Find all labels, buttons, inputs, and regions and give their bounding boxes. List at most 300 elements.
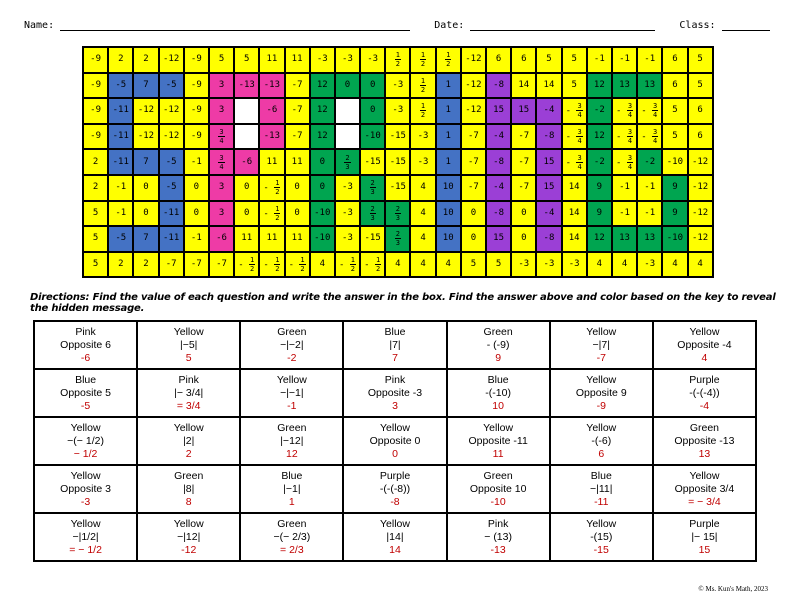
grid-cell[interactable]: - $\frac{1}{2}$ — [259, 201, 284, 227]
grid-cell[interactable]: -3 — [385, 98, 410, 124]
grid-cell[interactable]: -3 — [410, 149, 435, 175]
name-field[interactable] — [60, 20, 410, 31]
grid-cell[interactable]: -11 — [108, 98, 133, 124]
grid-cell[interactable]: 1 — [436, 124, 461, 150]
grid-cell[interactable]: 5 — [662, 124, 687, 150]
question-cell[interactable] — [343, 513, 446, 561]
question-cell[interactable] — [34, 369, 137, 417]
grid-cell[interactable]: 5 — [536, 47, 561, 73]
question-cell[interactable] — [34, 465, 137, 513]
grid-cell[interactable]: -15 — [385, 175, 410, 201]
question-text: |−5| — [179, 338, 198, 351]
grid-cell[interactable]: $\frac{1}{2}$ — [436, 47, 461, 73]
grid-cell[interactable]: - $\frac{3}{4}$ — [612, 149, 637, 175]
grid-cell[interactable]: -3 — [511, 252, 536, 278]
grid-cell[interactable]: -9 — [184, 98, 209, 124]
answer-text[interactable]: 12 — [286, 447, 298, 460]
question-cell[interactable] — [137, 321, 240, 369]
answer-text[interactable]: 8 — [185, 495, 192, 508]
grid-cell[interactable]: 4 — [310, 252, 335, 278]
grid-cell[interactable]: - $\frac{1}{2}$ — [285, 252, 310, 278]
grid-cell[interactable]: - $\frac{3}{4}$ — [562, 124, 587, 150]
grid-cell[interactable]: 5 — [83, 201, 108, 227]
grid-cell[interactable]: 0 — [133, 201, 158, 227]
answer-text[interactable]: = − 1/2 — [69, 543, 102, 556]
answer-text[interactable]: -4 — [699, 399, 710, 412]
grid-cell[interactable]: -7 — [209, 252, 234, 278]
question-cell[interactable] — [34, 417, 137, 465]
answer-text[interactable]: -1 — [287, 399, 297, 412]
grid-cell[interactable]: -4 — [536, 98, 561, 124]
grid-cell[interactable]: 3 — [209, 98, 234, 124]
answer-text[interactable]: 11 — [492, 447, 504, 460]
grid-cell[interactable]: - $\frac{1}{2}$ — [259, 175, 284, 201]
grid-cell[interactable]: -11 — [159, 201, 184, 227]
grid-cell[interactable]: 0 — [335, 73, 360, 99]
grid-cell[interactable]: 12 — [587, 124, 612, 150]
grid-cell[interactable]: -1 — [637, 175, 662, 201]
grid-cell[interactable]: -12 — [461, 47, 486, 73]
grid-cell[interactable]: 5 — [486, 252, 511, 278]
grid-cell[interactable]: -4 — [486, 124, 511, 150]
grid-cell[interactable]: 7 — [133, 73, 158, 99]
grid-cell[interactable]: -1 — [108, 201, 133, 227]
question-cell[interactable] — [447, 513, 550, 561]
grid-cell[interactable]: 2 — [108, 252, 133, 278]
question-cell[interactable] — [240, 369, 343, 417]
grid-cell[interactable]: $\frac{3}{4}$ — [209, 149, 234, 175]
answer-text[interactable]: 2 — [185, 447, 192, 460]
answer-text[interactable]: -6 — [80, 351, 91, 364]
answer-text[interactable]: − 1/2 — [73, 447, 98, 460]
grid-cell[interactable]: -9 — [184, 73, 209, 99]
grid-cell[interactable]: 11 — [259, 226, 284, 252]
grid-cell[interactable]: $\frac{1}{2}$ — [385, 47, 410, 73]
grid-cell[interactable]: -1 — [587, 47, 612, 73]
grid-cell[interactable]: -3 — [410, 124, 435, 150]
grid-cell[interactable]: -9 — [83, 124, 108, 150]
grid-cell[interactable]: -7 — [511, 149, 536, 175]
grid-cell[interactable]: 2 — [83, 175, 108, 201]
grid-cell[interactable]: - $\frac{1}{2}$ — [335, 252, 360, 278]
grid-cell[interactable]: $\frac{2}{3}$ — [360, 201, 385, 227]
grid-cell[interactable]: -3 — [310, 47, 335, 73]
grid-cell[interactable] — [335, 124, 360, 150]
answer-text[interactable]: 13 — [698, 447, 711, 460]
grid-cell[interactable]: 6 — [688, 124, 713, 150]
grid-cell[interactable]: -6 — [259, 98, 284, 124]
grid-cell[interactable]: 12 — [310, 73, 335, 99]
grid-cell[interactable]: -5 — [159, 73, 184, 99]
grid-cell[interactable]: 7 — [133, 226, 158, 252]
grid-cell[interactable]: $\frac{2}{3}$ — [385, 226, 410, 252]
grid-cell[interactable]: - $\frac{3}{4}$ — [612, 124, 637, 150]
answer-text[interactable]: -15 — [593, 543, 609, 556]
grid-cell[interactable]: 7 — [133, 149, 158, 175]
grid-cell[interactable]: 5 — [688, 73, 713, 99]
grid-cell[interactable]: -2 — [637, 149, 662, 175]
grid-cell[interactable]: 11 — [259, 149, 284, 175]
question-cell[interactable] — [550, 321, 653, 369]
grid-cell[interactable]: 11 — [234, 226, 259, 252]
grid-cell[interactable]: -9 — [83, 98, 108, 124]
grid-cell[interactable]: -10 — [360, 124, 385, 150]
grid-cell[interactable]: -3 — [637, 252, 662, 278]
grid-cell[interactable]: 11 — [285, 149, 310, 175]
grid-cell[interactable]: 5 — [562, 47, 587, 73]
grid-cell[interactable]: 15 — [511, 98, 536, 124]
grid-cell[interactable]: 14 — [511, 73, 536, 99]
grid-cell[interactable]: 4 — [410, 175, 435, 201]
grid-cell[interactable]: 13 — [637, 226, 662, 252]
answer-text[interactable]: -11 — [594, 495, 609, 508]
grid-cell[interactable]: $\frac{1}{2}$ — [410, 98, 435, 124]
grid-cell[interactable]: 13 — [612, 73, 637, 99]
grid-cell[interactable]: -12 — [688, 201, 713, 227]
question-cell[interactable] — [240, 465, 343, 513]
question-cell[interactable] — [550, 417, 653, 465]
grid-cell[interactable]: 14 — [562, 175, 587, 201]
grid-cell[interactable]: -1 — [612, 175, 637, 201]
question-cell[interactable] — [343, 465, 446, 513]
grid-cell[interactable]: 6 — [662, 47, 687, 73]
grid-cell[interactable]: 0 — [285, 175, 310, 201]
grid-cell[interactable]: -4 — [486, 175, 511, 201]
grid-cell[interactable]: 9 — [587, 175, 612, 201]
grid-cell[interactable]: 15 — [536, 149, 561, 175]
grid-cell[interactable]: 2 — [83, 149, 108, 175]
grid-cell[interactable]: -5 — [108, 226, 133, 252]
grid-cell[interactable]: 15 — [486, 226, 511, 252]
grid-cell[interactable]: 0 — [310, 149, 335, 175]
question-cell[interactable] — [653, 465, 756, 513]
grid-cell[interactable]: 14 — [562, 201, 587, 227]
answer-text[interactable]: -7 — [596, 351, 606, 364]
answer-text[interactable]: = 2/3 — [280, 543, 304, 556]
grid-cell[interactable]: 1 — [436, 98, 461, 124]
answer-text[interactable]: -12 — [181, 543, 197, 556]
grid-cell[interactable]: -1 — [637, 47, 662, 73]
answer-text[interactable]: 7 — [392, 351, 398, 364]
grid-cell[interactable]: -4 — [536, 201, 561, 227]
grid-cell[interactable]: -13 — [259, 124, 284, 150]
grid-cell[interactable]: -7 — [285, 98, 310, 124]
grid-cell[interactable]: -3 — [360, 47, 385, 73]
grid-cell[interactable]: $\frac{2}{3}$ — [385, 201, 410, 227]
grid-cell[interactable]: - $\frac{3}{4}$ — [637, 98, 662, 124]
grid-cell[interactable]: 6 — [688, 98, 713, 124]
grid-cell[interactable]: 5 — [562, 73, 587, 99]
grid-cell[interactable]: 5 — [234, 47, 259, 73]
grid-cell[interactable] — [234, 124, 259, 150]
grid-cell[interactable]: -12 — [133, 98, 158, 124]
question-cell[interactable] — [447, 417, 550, 465]
grid-cell[interactable]: 6 — [662, 73, 687, 99]
grid-cell[interactable]: -10 — [662, 226, 687, 252]
question-cell[interactable] — [550, 513, 653, 561]
grid-cell[interactable]: -5 — [159, 175, 184, 201]
grid-cell[interactable]: -8 — [486, 201, 511, 227]
grid-cell[interactable]: -10 — [310, 226, 335, 252]
answer-text[interactable]: 14 — [389, 543, 401, 556]
grid-cell[interactable]: 11 — [285, 226, 310, 252]
question-cell[interactable] — [137, 369, 240, 417]
grid-cell[interactable]: 0 — [285, 201, 310, 227]
grid-cell[interactable]: -12 — [133, 124, 158, 150]
answer-text[interactable]: = 3/4 — [176, 399, 201, 412]
question-cell[interactable] — [137, 465, 240, 513]
grid-cell[interactable]: 0 — [461, 226, 486, 252]
grid-cell[interactable]: -15 — [385, 149, 410, 175]
grid-cell[interactable]: -11 — [108, 124, 133, 150]
grid-cell[interactable]: 13 — [612, 226, 637, 252]
grid-cell[interactable]: 5 — [662, 98, 687, 124]
grid-cell[interactable]: 4 — [662, 252, 687, 278]
grid-cell[interactable]: -10 — [310, 201, 335, 227]
grid-cell[interactable]: - $\frac{3}{4}$ — [637, 124, 662, 150]
question-cell[interactable] — [653, 369, 756, 417]
answer-text[interactable]: 10 — [492, 399, 504, 412]
grid-cell[interactable]: 4 — [410, 201, 435, 227]
grid-cell[interactable]: 5 — [688, 47, 713, 73]
answer-text[interactable]: -2 — [287, 351, 297, 364]
grid-cell[interactable]: -11 — [159, 226, 184, 252]
grid-cell[interactable]: - $\frac{1}{2}$ — [360, 252, 385, 278]
grid-cell[interactable]: 4 — [385, 252, 410, 278]
grid-cell[interactable]: -2 — [587, 149, 612, 175]
grid-cell[interactable]: -7 — [461, 149, 486, 175]
question-cell[interactable] — [34, 321, 137, 369]
answer-text[interactable]: -8 — [390, 495, 400, 508]
grid-cell[interactable]: -12 — [159, 98, 184, 124]
grid-cell[interactable]: 12 — [310, 98, 335, 124]
grid-cell[interactable]: -3 — [335, 201, 360, 227]
question-cell[interactable] — [653, 513, 756, 561]
grid-cell[interactable]: 3 — [209, 73, 234, 99]
grid-cell[interactable]: 0 — [511, 226, 536, 252]
grid-cell[interactable]: 10 — [436, 226, 461, 252]
grid-cell[interactable]: 1 — [436, 149, 461, 175]
grid-cell[interactable] — [234, 98, 259, 124]
grid-cell[interactable]: 5 — [461, 252, 486, 278]
grid-cell[interactable]: -7 — [184, 252, 209, 278]
class-field[interactable] — [722, 20, 770, 31]
grid-cell[interactable]: 0 — [133, 175, 158, 201]
grid-cell[interactable]: 4 — [410, 252, 435, 278]
grid-cell[interactable]: 11 — [285, 47, 310, 73]
grid-cell[interactable]: -10 — [662, 149, 687, 175]
grid-cell[interactable]: 11 — [259, 47, 284, 73]
grid-cell[interactable]: -3 — [536, 252, 561, 278]
grid-cell[interactable]: -8 — [536, 124, 561, 150]
question-cell[interactable] — [447, 465, 550, 513]
answer-text[interactable]: -5 — [80, 399, 91, 412]
grid-cell[interactable]: -1 — [612, 201, 637, 227]
grid-cell[interactable]: 4 — [587, 252, 612, 278]
grid-cell[interactable]: 4 — [436, 252, 461, 278]
grid-cell[interactable]: 0 — [360, 98, 385, 124]
grid-cell[interactable]: -12 — [461, 73, 486, 99]
grid-cell[interactable]: -12 — [688, 149, 713, 175]
grid-cell[interactable]: -9 — [83, 73, 108, 99]
grid-cell[interactable]: 5 — [83, 252, 108, 278]
answer-text[interactable]: 9 — [495, 351, 502, 364]
grid-cell[interactable]: 0 — [310, 175, 335, 201]
grid-cell[interactable]: -11 — [108, 149, 133, 175]
grid-cell[interactable] — [335, 98, 360, 124]
grid-cell[interactable]: -1 — [637, 201, 662, 227]
grid-cell[interactable]: -6 — [234, 149, 259, 175]
answer-text[interactable]: 3 — [392, 399, 398, 412]
grid-cell[interactable]: $\frac{2}{3}$ — [360, 175, 385, 201]
grid-cell[interactable]: - $\frac{3}{4}$ — [612, 98, 637, 124]
grid-cell[interactable]: 4 — [410, 226, 435, 252]
grid-cell[interactable]: -12 — [461, 98, 486, 124]
question-cell[interactable] — [34, 513, 137, 561]
grid-cell[interactable]: -1 — [184, 226, 209, 252]
grid-cell[interactable]: 5 — [209, 47, 234, 73]
grid-cell[interactable]: -13 — [259, 73, 284, 99]
grid-cell[interactable]: -8 — [486, 149, 511, 175]
grid-cell[interactable]: -1 — [108, 175, 133, 201]
grid-cell[interactable]: -7 — [461, 124, 486, 150]
grid-cell[interactable]: 14 — [562, 226, 587, 252]
grid-cell[interactable]: -2 — [587, 98, 612, 124]
question-cell[interactable] — [343, 321, 446, 369]
question-cell[interactable] — [447, 369, 550, 417]
grid-cell[interactable]: -3 — [562, 252, 587, 278]
question-cell[interactable] — [343, 417, 446, 465]
answer-text[interactable]: -10 — [490, 495, 506, 508]
answer-text[interactable]: 6 — [598, 447, 605, 460]
grid-cell[interactable]: 0 — [234, 201, 259, 227]
grid-cell[interactable]: -3 — [335, 226, 360, 252]
grid-cell[interactable]: -13 — [234, 73, 259, 99]
grid-cell[interactable]: -8 — [486, 73, 511, 99]
question-cell[interactable] — [653, 321, 756, 369]
grid-cell[interactable]: 0 — [360, 73, 385, 99]
answer-text[interactable]: 1 — [288, 495, 295, 508]
grid-cell[interactable]: -8 — [536, 226, 561, 252]
grid-cell[interactable]: -7 — [511, 175, 536, 201]
grid-cell[interactable]: 10 — [436, 175, 461, 201]
grid-cell[interactable]: 3 — [209, 201, 234, 227]
grid-cell[interactable]: -15 — [360, 226, 385, 252]
grid-cell[interactable]: $\frac{1}{2}$ — [410, 47, 435, 73]
grid-cell[interactable]: -1 — [612, 47, 637, 73]
grid-cell[interactable]: -3 — [385, 73, 410, 99]
grid-cell[interactable]: -9 — [184, 47, 209, 73]
grid-cell[interactable]: 12 — [587, 226, 612, 252]
grid-cell[interactable]: -3 — [335, 175, 360, 201]
question-cell[interactable] — [550, 465, 653, 513]
grid-cell[interactable]: -15 — [360, 149, 385, 175]
grid-cell[interactable]: -5 — [159, 149, 184, 175]
grid-cell[interactable]: -6 — [209, 226, 234, 252]
grid-cell[interactable]: 2 — [133, 252, 158, 278]
grid-cell[interactable]: 0 — [461, 201, 486, 227]
grid-cell[interactable]: $\frac{3}{4}$ — [209, 124, 234, 150]
answer-text[interactable]: -9 — [596, 399, 606, 412]
answer-text[interactable]: 4 — [701, 351, 708, 364]
question-cell[interactable] — [240, 417, 343, 465]
grid-cell[interactable]: 0 — [234, 175, 259, 201]
grid-cell[interactable]: 9 — [587, 201, 612, 227]
grid-cell[interactable]: -3 — [335, 47, 360, 73]
grid-cell[interactable]: -12 — [688, 226, 713, 252]
grid-cell[interactable]: -1 — [184, 149, 209, 175]
grid-cell[interactable]: 2 — [133, 47, 158, 73]
color-label: Yellow — [70, 517, 101, 530]
grid-cell[interactable]: $\frac{2}{3}$ — [335, 149, 360, 175]
answer-text[interactable]: = − 3/4 — [688, 495, 721, 508]
grid-cell[interactable]: 3 — [209, 175, 234, 201]
grid-cell[interactable]: 1 — [436, 73, 461, 99]
answer-text[interactable]: 0 — [392, 447, 398, 460]
grid-cell[interactable]: 0 — [511, 201, 536, 227]
grid-cell[interactable]: -5 — [108, 73, 133, 99]
grid-cell[interactable]: 15 — [536, 175, 561, 201]
grid-cell[interactable]: -12 — [159, 124, 184, 150]
question-cell[interactable] — [550, 369, 653, 417]
question-cell[interactable] — [653, 417, 756, 465]
grid-cell[interactable]: 14 — [536, 73, 561, 99]
grid-cell[interactable]: 0 — [184, 175, 209, 201]
grid-cell[interactable]: 4 — [612, 252, 637, 278]
grid-cell[interactable]: -12 — [688, 175, 713, 201]
grid-cell[interactable]: 15 — [486, 98, 511, 124]
answer-text[interactable]: 15 — [698, 543, 711, 556]
grid-cell[interactable]: 12 — [310, 124, 335, 150]
grid-cell[interactable]: -7 — [461, 175, 486, 201]
grid-cell[interactable]: -7 — [159, 252, 184, 278]
grid-cell[interactable]: 10 — [436, 201, 461, 227]
grid-cell[interactable]: -15 — [385, 124, 410, 150]
grid-cell[interactable]: 0 — [184, 201, 209, 227]
grid-cell[interactable]: 6 — [486, 47, 511, 73]
answer-text[interactable]: -13 — [490, 543, 506, 556]
grid-cell[interactable]: -9 — [184, 124, 209, 150]
grid-cell[interactable]: 5 — [83, 226, 108, 252]
question-cell[interactable] — [240, 513, 343, 561]
grid-cell[interactable]: 2 — [108, 47, 133, 73]
question-cell[interactable] — [137, 417, 240, 465]
grid-cell[interactable]: 12 — [587, 73, 612, 99]
grid-cell[interactable]: -7 — [511, 124, 536, 150]
grid-cell[interactable]: -12 — [159, 47, 184, 73]
grid-cell[interactable]: -7 — [285, 124, 310, 150]
grid-cell[interactable]: - $\frac{3}{4}$ — [562, 98, 587, 124]
date-field[interactable] — [470, 20, 655, 31]
grid-cell[interactable]: - $\frac{1}{2}$ — [259, 252, 284, 278]
grid-cell[interactable]: 9 — [662, 201, 687, 227]
grid-cell[interactable]: 13 — [637, 73, 662, 99]
grid-cell[interactable]: -9 — [83, 47, 108, 73]
answer-text[interactable]: 5 — [185, 351, 192, 364]
grid-cell[interactable]: $\frac{1}{2}$ — [410, 73, 435, 99]
question-cell[interactable] — [240, 321, 343, 369]
grid-cell[interactable]: - $\frac{3}{4}$ — [562, 149, 587, 175]
question-cell[interactable] — [137, 513, 240, 561]
question-cell[interactable] — [447, 321, 550, 369]
grid-cell[interactable]: 6 — [511, 47, 536, 73]
grid-cell[interactable]: -7 — [285, 73, 310, 99]
grid-cell[interactable]: 9 — [662, 175, 687, 201]
grid-cell[interactable]: 4 — [688, 252, 713, 278]
answer-text[interactable]: -3 — [80, 495, 91, 508]
question-cell[interactable] — [343, 369, 446, 417]
grid-cell[interactable]: - $\frac{1}{2}$ — [234, 252, 259, 278]
